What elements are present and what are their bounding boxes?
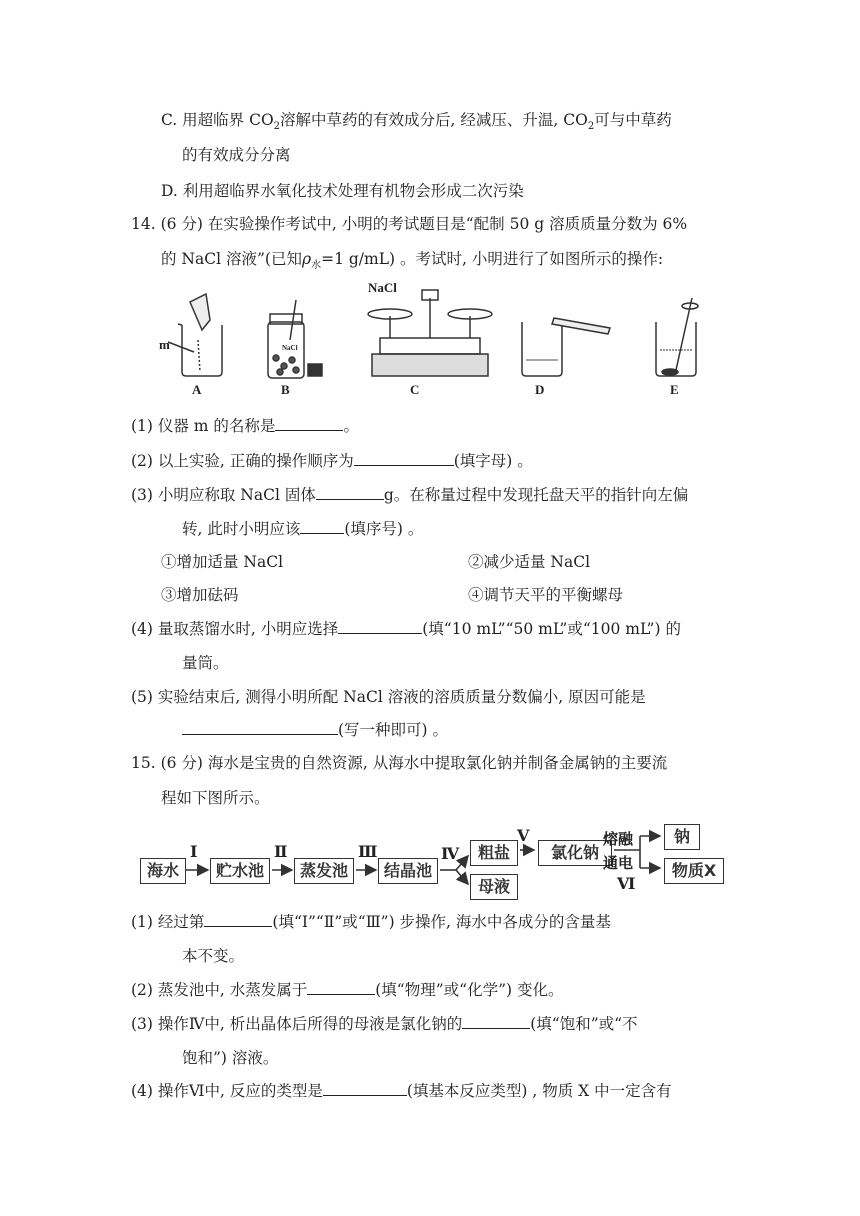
fig-label-d: D — [535, 382, 545, 397]
apparatus-b — [268, 300, 322, 378]
q15-part3-line1: (3) 操作Ⅳ中, 析出晶体后所得的母液是氯化钠的 (填“饱和”或“不 — [131, 1015, 638, 1033]
q15-part1-line2: 本不变。 — [182, 947, 245, 965]
q15-stem-line1: 15. (6 分) 海水是宝贵的自然资源, 从海水中提取氯化钠并制备金属钠的主要流 — [131, 754, 668, 772]
q14-option-1: ①增加适量 NaCl — [161, 553, 284, 571]
q15-stem-line2: 程如下图所示。 — [161, 789, 270, 807]
fig-label-nacl: NaCl — [368, 280, 397, 295]
q15-part1-line1: (1) 经过第 (填“Ⅰ”“Ⅱ”或“Ⅲ”) 步操作, 海水中各成分的含量基 — [131, 913, 611, 931]
flow-step-2: Ⅱ — [274, 842, 288, 861]
q14-option-2: ②减少适量 NaCl — [468, 553, 591, 571]
flow-box-crude-salt: 粗盐 — [470, 840, 518, 866]
flow-box-reservoir: 贮水池 — [210, 858, 270, 884]
fig-label-nacl-small: NaCl — [282, 344, 298, 352]
option-d: D. 利用超临界水氧化技术处理有机物会形成二次污染 — [161, 182, 524, 200]
apparatus-figure — [150, 280, 710, 400]
q14-option-3: ③增加砝码 — [161, 586, 239, 604]
q14-option-4: ④调节天平的平衡螺母 — [468, 586, 624, 604]
fig-label-b: B — [281, 382, 290, 397]
fig-label-m: m — [159, 337, 170, 352]
flow-step-5: Ⅴ — [517, 826, 530, 845]
q14-part2: (2) 以上实验, 正确的操作顺序为 (填字母) 。 — [131, 452, 533, 470]
flow-step-3: Ⅲ — [358, 842, 378, 861]
q14-part1: (1) 仪器 m 的名称是 。 — [131, 417, 359, 435]
q14-part4-line2: 量筒。 — [182, 654, 229, 672]
q14-stem-line2: 的 NaCl 溶液”(已知$\rho_水=1$ g/mL) 。考试时, 小明进行了如图所示的操作: — [161, 250, 664, 272]
flow-step-6: Ⅵ — [617, 874, 636, 893]
flow-step-1: Ⅰ — [190, 842, 198, 861]
flow-box-evaporation: 蒸发池 — [294, 858, 354, 884]
option-c-line1: C. 用超临界 $CO_2$溶解中草药的有效成分后, 经减压、升温, $CO_2$可与中草药 — [161, 111, 672, 133]
flow-step-4: Ⅳ — [441, 844, 460, 863]
flow-box-seawater: 海水 — [140, 858, 186, 884]
flow-box-sodium: 钠 — [664, 824, 700, 850]
q14-stem-line1: 14. (6 分) 在实验操作考试中, 小明的考试题目是“配制 50 g 溶质质量分数为 6% — [131, 215, 688, 233]
q14-part4-line1: (4) 量取蒸馏水时, 小明应选择 (填“10 mL”“50 mL”或“100 mL”) 的 — [131, 620, 681, 638]
q15-part3-line2: 饱和”) 溶液。 — [182, 1049, 279, 1067]
q14-part3-line2: 转, 此时小明应该 (填序号) 。 — [182, 520, 424, 538]
fig-label-c: C — [410, 382, 420, 397]
apparatus-e — [656, 298, 698, 376]
q15-part4-line1: (4) 操作Ⅵ中, 反应的类型是 (填基本反应类型) , 物质 X 中一定含有 — [131, 1082, 672, 1100]
q15-part2: (2) 蒸发池中, 水蒸发属于 (填“物理”或“化学”) 变化。 — [131, 981, 564, 999]
q14-part5-line2: (写一种即可) 。 — [182, 719, 448, 741]
option-c-line2: 的有效成分分离 — [182, 146, 291, 164]
flow-box-crystallization: 结晶池 — [378, 858, 438, 884]
apparatus-c — [368, 290, 492, 376]
apparatus-d — [522, 318, 610, 376]
flow-box-substance-x: 物质X — [664, 858, 724, 884]
flow-box-mother-liquor: 母液 — [470, 874, 518, 900]
q14-part3-line1: (3) 小明应称取 NaCl 固体 g。在称量过程中发现托盘天平的指针向左偏 — [131, 486, 689, 504]
flow-condition-electrolysis: 通电 — [603, 854, 634, 872]
apparatus-a — [168, 294, 222, 376]
q14-part5-line1: (5) 实验结束后, 测得小明所配 NaCl 溶液的溶质质量分数偏小, 原因可能是 — [131, 688, 646, 706]
fig-label-e: E — [670, 382, 679, 397]
flow-condition-melt: 熔融 — [603, 830, 634, 848]
flow-box-nacl: 氯化钠 — [538, 840, 612, 866]
fig-label-a: A — [192, 382, 202, 397]
